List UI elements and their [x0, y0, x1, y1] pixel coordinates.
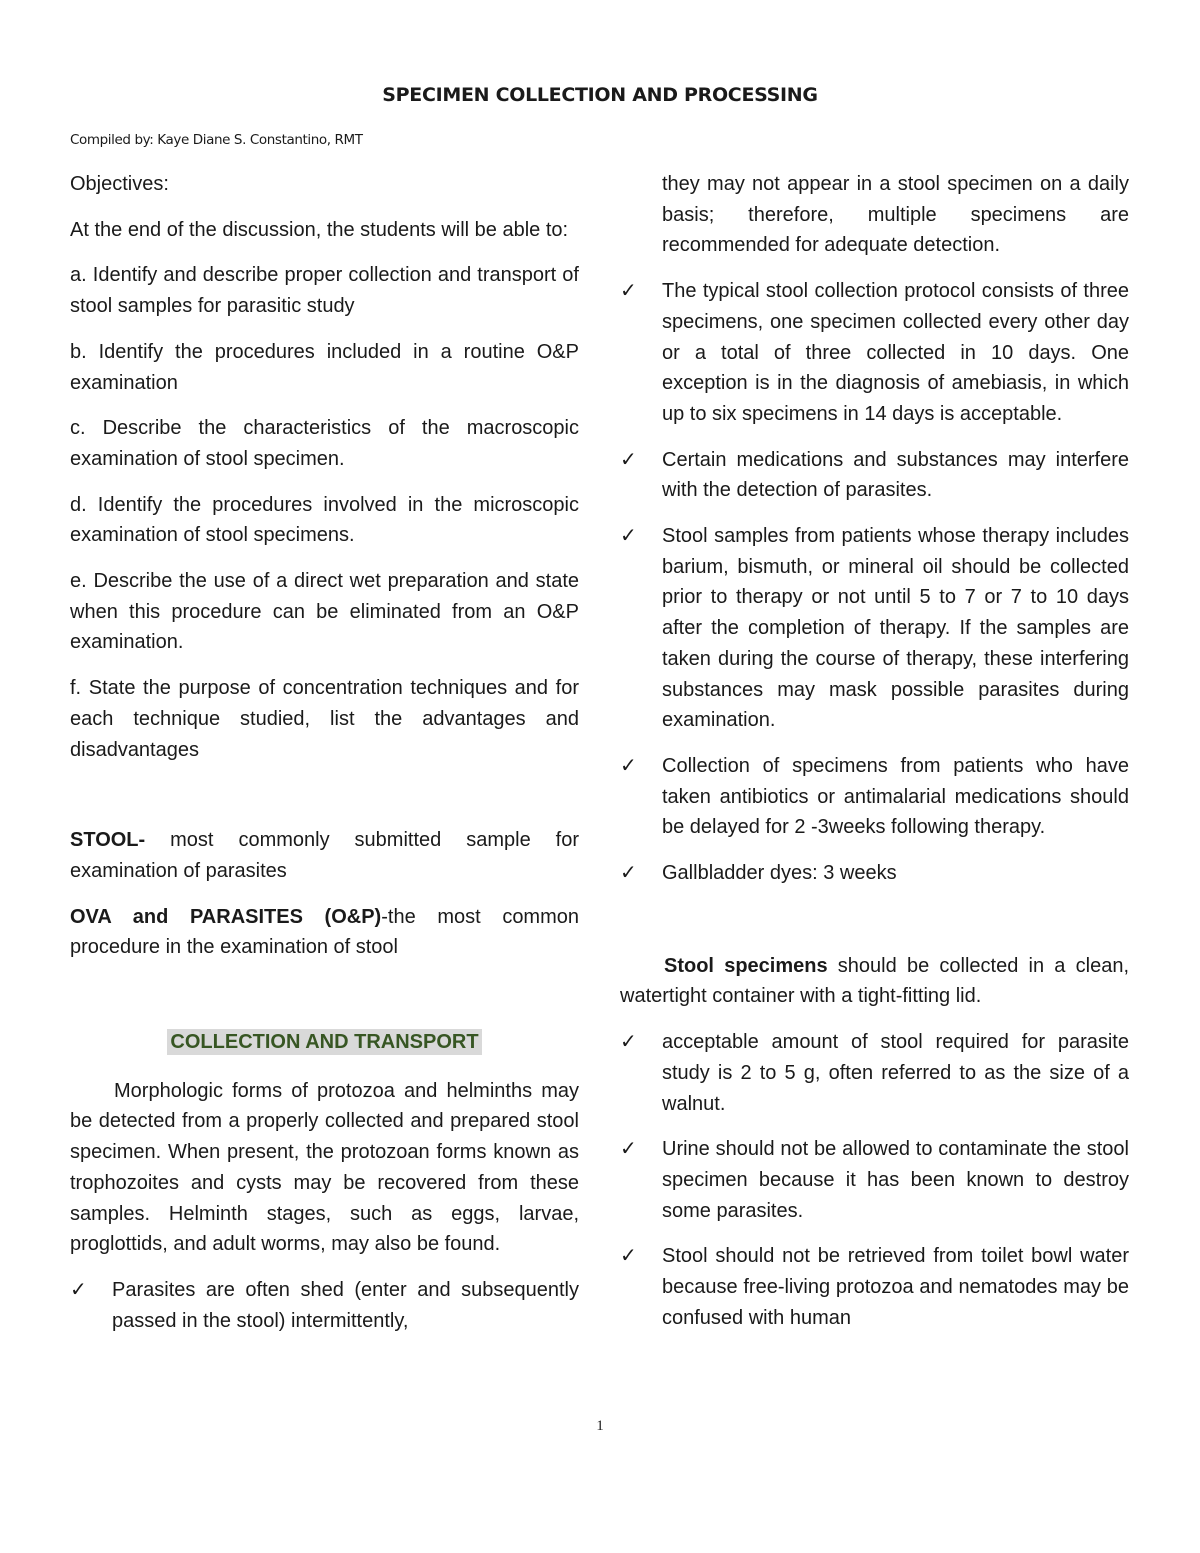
- bullet-item: ✓ Gallbladder dyes: 3 weeks: [620, 858, 1129, 889]
- op-definition: OVA and PARASITES (O&P)-the most common procedure in the examination of stool: [70, 905, 580, 959]
- checkmark-icon: ✓: [620, 448, 637, 471]
- objective-item: c. Describe the characteristics of the macroscopic examination of stool specimen.: [70, 417, 579, 470]
- objective-item: e. Describe the use of a direct wet preparation and state when this procedure can be eliminated from an O&P examination.: [70, 570, 579, 654]
- bullet-continuation: they may not appear in a stool specimen on a daily basis; therefore, multiple specimens are recommended for adequate detection.: [662, 173, 1129, 257]
- section-heading: COLLECTION AND TRANSPORT: [70, 1027, 579, 1058]
- objective-item: b. Identify the procedures included in a routine O&P examination: [70, 340, 579, 394]
- stool-specimens-paragraph: Stool specimens should be collected in a clean, watertight container with a tight-fitting lid.: [620, 954, 1130, 1008]
- compiled-by: Compiled by: Kaye Diane S. Constantino, RMT: [70, 132, 363, 148]
- objective-item: d. Identify the procedures involved in the microscopic examination of stool specimens.: [70, 493, 579, 547]
- bullet-item: ✓ Certain medications and substances may interfere with the detection of parasites.: [620, 445, 1129, 506]
- bullet-item: ✓ Collection of specimens from patients who have taken antibiotics or antimalarial medications should be delayed for 2 -3weeks following therapy.: [620, 751, 1129, 843]
- objectives-label: Objectives:: [70, 173, 169, 195]
- checkmark-icon: ✓: [620, 1245, 637, 1268]
- checkmark-icon: ✓: [620, 1138, 637, 1161]
- checkmark-icon: ✓: [620, 280, 637, 303]
- bullet-item: ✓ The typical stool collection protocol consists of three specimens, one specimen collected every other day or a total of three collected in 10 days. One exception is in the diagnosis of amebiasis, in which up to six specimens in 14 days is acceptable.: [620, 276, 1129, 430]
- checkmark-icon: ✓: [70, 1278, 87, 1301]
- stool-definition: STOOL- most commonly submitted sample for examination of parasites: [70, 829, 579, 882]
- bullet-item: ✓ Stool samples from patients whose therapy includes barium, bismuth, or mineral oil should be collected prior to therapy or not until 5 to 7 or 7 to 10 days after the completion of therapy. If the samples are taken during the course of therapy, these interfering substances may mask possible parasites during examination.: [620, 521, 1129, 736]
- bullet-item: ✓ Parasites are often shed (enter and subsequently passed in the stool) intermittently,: [70, 1275, 579, 1336]
- checkmark-icon: ✓: [620, 1031, 637, 1054]
- collection-paragraph: Morphologic forms of protozoa and helminths may be detected from a properly collected and prepared stool specimen. When present, the protozoan forms known as trophozoites and cysts may be recovered from these samples. Helminth stages, such as eggs, larvae, proglottids, and adult worms, may also be found.: [70, 1079, 579, 1256]
- objective-item: a. Identify and describe proper collection and transport of stool samples for parasitic study: [70, 264, 579, 318]
- checkmark-icon: ✓: [620, 862, 637, 885]
- page-title: SPECIMEN COLLECTION AND PROCESSING: [382, 84, 818, 106]
- bullet-item: ✓ Stool should not be retrieved from toilet bowl water because free-living protozoa and nematodes may be confused with human: [620, 1241, 1129, 1333]
- left-column: [70, 169, 579, 1336]
- right-column: [620, 169, 1129, 1334]
- objective-item: f. State the purpose of concentration techniques and for each technique studied, list the advantages and disadvantages: [70, 677, 579, 761]
- checkmark-icon: ✓: [620, 754, 637, 777]
- bullet-item: ✓ acceptable amount of stool required for parasite study is 2 to 5 g, often referred to as the size of a walnut.: [620, 1027, 1129, 1119]
- checkmark-icon: ✓: [620, 525, 637, 548]
- page-number: 1: [596, 1418, 604, 1434]
- bullet-item: ✓ Urine should not be allowed to contaminate the stool specimen because it has been known to destroy some parasites.: [620, 1134, 1129, 1226]
- objectives-intro: At the end of the discussion, the students will be able to:: [70, 218, 569, 241]
